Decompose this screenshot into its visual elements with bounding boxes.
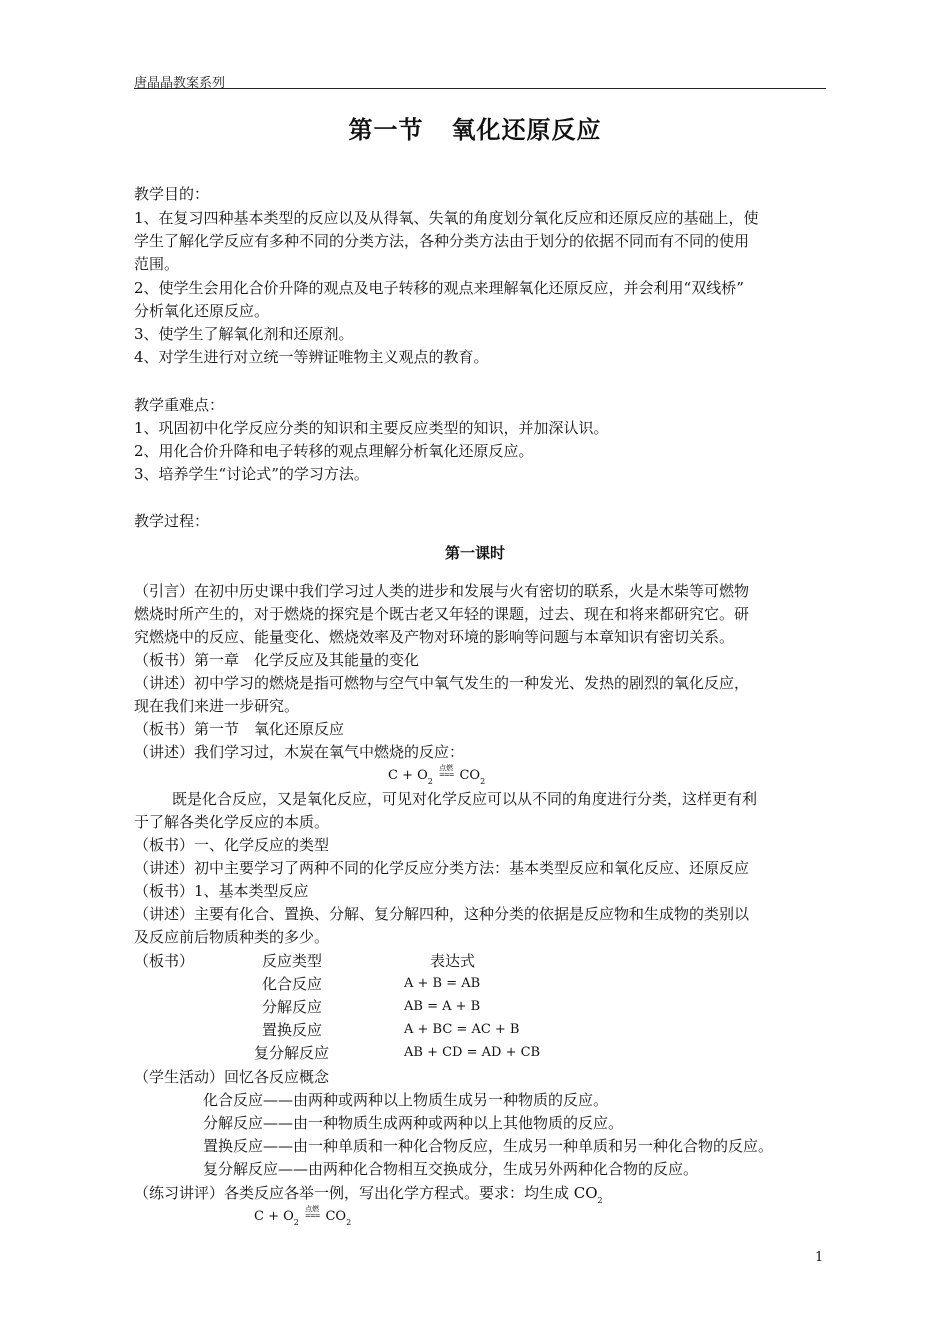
page-number: 1 xyxy=(815,1250,824,1265)
objective-line: 1、在复习四种基本类型的反应以及从得氧、失氧的角度划分氧化反应和还原反应的基础上，使 xyxy=(134,209,759,227)
reaction-type: 分解反应 xyxy=(262,998,323,1016)
reaction-table-header: 表达式 xyxy=(430,952,476,970)
objective-line: 4、对学生进行对立统一等辨证唯物主义观点的教育。 xyxy=(134,348,489,366)
equation-subscript: 2 xyxy=(427,777,433,786)
body-line: （板书）第一章 化学反应及其能量的变化 xyxy=(134,651,420,669)
equation-condition xyxy=(439,765,454,779)
body-line: （讲述）主要有化合、置换、分解、复分解四种，这种分类的依据是反应物和生成物的类别以 xyxy=(134,905,750,923)
activity-line: 分解反应——由一种物质生成两种或两种以上其他物质的反应。 xyxy=(203,1114,624,1132)
body-line: （引言）在初中历史课中我们学习过人类的进步和发展与火有密切的联系，火是木柴等可燃物 xyxy=(134,582,750,600)
body-line: （讲述）我们学习过，木炭在氧气中燃烧的反应： xyxy=(134,743,465,761)
activity-line: 化合反应——由两种或两种以上物质生成另一种物质的反应。 xyxy=(203,1091,609,1109)
objectives-heading: 教学目的： xyxy=(134,185,210,203)
activity-line: 复分解反应——由两种化合物相互交换成分，生成另外两种化合物的反应。 xyxy=(203,1160,699,1178)
title-topic: 氧化还原反应 xyxy=(451,116,602,144)
key-point-line: 1、巩固初中化学反应分类的知识和主要反应类型的知识，并加深认识。 xyxy=(134,419,609,437)
condition-text: 点燃 xyxy=(305,1205,320,1213)
objective-line: 范围。 xyxy=(134,255,180,273)
objective-line: 3、使学生了解氧化剂和还原剂。 xyxy=(134,325,354,343)
reaction-type: 化合反应 xyxy=(262,975,323,993)
body-line: 现在我们来进一步研究。 xyxy=(134,697,300,715)
exercise-text: （练习讲评）各类反应各举一例，写出化学方程式。要求：均生成 CO xyxy=(134,1184,598,1202)
equation-subscript: 2 xyxy=(346,1218,352,1227)
reaction-expression: A + B = AB xyxy=(404,976,481,991)
key-point-line: 2、用化合价升降和电子转移的观点理解分析氧化还原反应。 xyxy=(134,442,534,460)
body-line: （讲述）初中主要学习了两种不同的化学反应分类方法：基本类型反应和氧化反应、还原反应 xyxy=(134,859,750,877)
body-line: 于了解各类化学反应的本质。 xyxy=(134,813,330,831)
objective-line: 分析氧化还原反应。 xyxy=(134,302,270,320)
title-section: 第一节 xyxy=(348,116,424,144)
equation-subscript: 2 xyxy=(293,1218,299,1227)
equation-reactants: C + O xyxy=(388,768,428,783)
body-line: （板书）1、基本类型反应 xyxy=(134,882,309,900)
page-title xyxy=(0,110,950,145)
equation-example xyxy=(254,1206,351,1229)
document-header: 唐晶晶教案系列 xyxy=(134,76,226,91)
lesson-title: 第一课时 xyxy=(444,544,505,562)
body-line: 既是化合反应，又是氧化反应，可见对化学反应可以从不同的角度进行分类，这样更有利 xyxy=(172,790,758,808)
reaction-table-label: （板书） xyxy=(134,952,195,970)
reaction-type: 置换反应 xyxy=(262,1021,323,1039)
process-heading: 教学过程： xyxy=(134,512,210,530)
equation-carbon-combustion xyxy=(388,765,485,788)
reaction-expression: AB + CD = AD + CB xyxy=(404,1045,541,1060)
body-line: （讲述）初中学习的燃烧是指可燃物与空气中氧气发生的一种发光、发热的剧烈的氧化反应， xyxy=(134,674,750,692)
equation-reactants: C + O xyxy=(254,1209,294,1224)
reaction-table-header: 反应类型 xyxy=(262,952,323,970)
exercise-subscript: 2 xyxy=(597,1196,603,1205)
activity-heading: （学生活动）回忆各反应概念 xyxy=(134,1068,330,1086)
body-line: （板书）一、化学反应的类型 xyxy=(134,836,330,854)
exercise-line xyxy=(134,1182,603,1207)
body-line: 究燃烧中的反应、能量变化、燃烧效率及产物对环境的影响等问题与本章知识有密切关系。 xyxy=(134,628,735,646)
equation-condition xyxy=(305,1206,320,1220)
body-line: 及反应前后物质种类的多少。 xyxy=(134,928,330,946)
header-rule xyxy=(134,88,826,89)
key-point-line: 3、培养学生“讨论式”的学习方法。 xyxy=(134,465,369,483)
key-points-heading: 教学重难点： xyxy=(134,396,225,414)
reaction-type: 复分解反应 xyxy=(254,1044,330,1062)
condition-equals: === xyxy=(438,771,454,779)
body-line: 燃烧时所产生的，对于燃烧的探究是个既古老又年轻的课题，过去、现在和将来都研究它。研 xyxy=(134,605,750,623)
body-line: （板书）第一节 氧化还原反应 xyxy=(134,720,345,738)
equation-subscript: 2 xyxy=(480,777,486,786)
condition-text: 点燃 xyxy=(439,764,454,772)
reaction-expression: AB = A + B xyxy=(404,999,481,1014)
objective-line: 学生了解化学反应有多种不同的分类方法，各种分类方法由于划分的依据不同而有不同的使用 xyxy=(134,232,750,250)
equation-product: CO xyxy=(459,768,481,783)
condition-equals: === xyxy=(304,1212,320,1220)
activity-line: 置换反应——由一种单质和一种化合物反应，生成另一种单质和另一种化合物的反应。 xyxy=(203,1137,774,1155)
objective-line: 2、使学生会用化合价升降的观点及电子转移的观点来理解氧化还原反应，并会利用“双线桥” xyxy=(134,279,744,297)
equation-product: CO xyxy=(325,1209,347,1224)
reaction-expression: A + BC = AC + B xyxy=(404,1022,520,1037)
